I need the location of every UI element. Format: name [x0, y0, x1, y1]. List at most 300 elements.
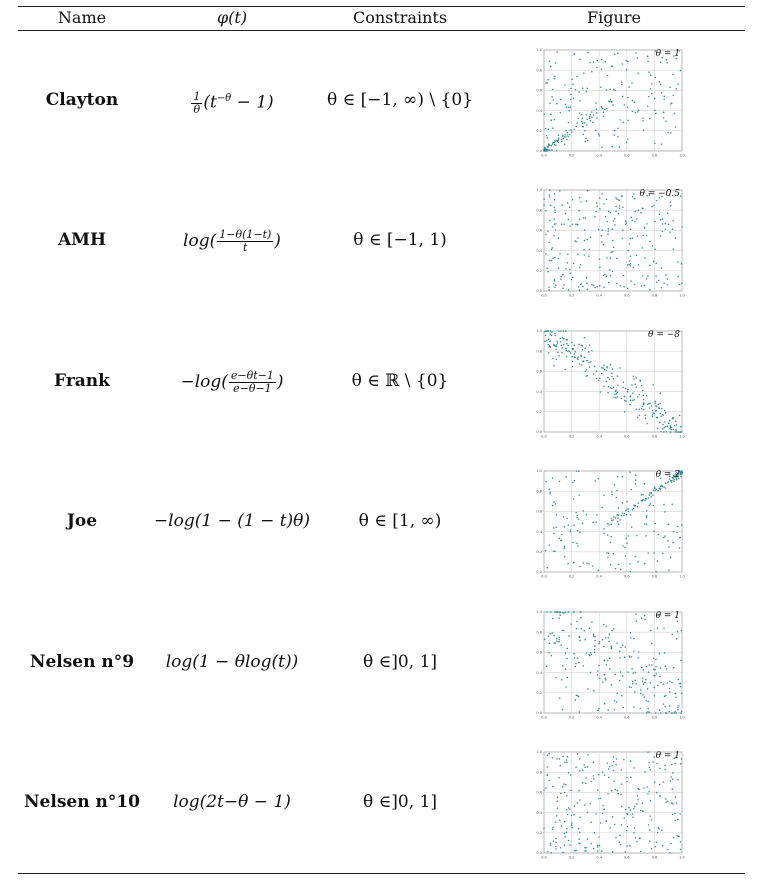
- scatter-point: [637, 396, 639, 398]
- scatter-point: [558, 331, 560, 333]
- scatter-point: [584, 229, 586, 231]
- scatter-point: [636, 535, 638, 537]
- scatter-point: [597, 478, 599, 480]
- scatter-point: [603, 646, 605, 648]
- y-tick-label: 1.0: [536, 188, 542, 193]
- scatter-point: [570, 106, 572, 108]
- scatter-point: [549, 194, 551, 196]
- scatter-point: [649, 118, 651, 120]
- scatter-point: [594, 636, 596, 638]
- scatter-point: [611, 101, 613, 103]
- scatter-point: [622, 229, 624, 231]
- scatter-point: [634, 211, 636, 213]
- scatter-point: [634, 505, 636, 507]
- scatter-point: [598, 229, 600, 231]
- scatter-point: [635, 556, 637, 558]
- scatter-point: [614, 394, 616, 396]
- scatter-point: [678, 835, 680, 837]
- scatter-point: [657, 832, 659, 834]
- scatter-point: [633, 267, 635, 269]
- row-phi-frank: −log( $\frac{e-\theta t-1}{e-\theta-1}$ ): [180, 369, 284, 395]
- scatter-point: [673, 95, 675, 97]
- scatter-point: [628, 535, 630, 537]
- scatter-point: [650, 800, 652, 802]
- scatter-point: [646, 712, 648, 714]
- scatter-point: [618, 213, 620, 215]
- scatter-point: [649, 711, 651, 713]
- scatter-point: [584, 240, 586, 242]
- scatter-point: [609, 766, 611, 768]
- scatter-point: [551, 852, 553, 854]
- scatter-point: [628, 86, 630, 88]
- scatter-point: [566, 476, 568, 478]
- scatter-point: [634, 112, 636, 114]
- scatter-point: [606, 89, 608, 91]
- scatter-point: [647, 106, 649, 108]
- scatter-point: [601, 235, 603, 237]
- scatter-point: [584, 337, 586, 339]
- scatter-point: [602, 639, 604, 641]
- scatter-point: [664, 765, 666, 767]
- scatter-point: [615, 397, 617, 399]
- y-tick-label: 0.8: [536, 489, 542, 494]
- scatter-point: [625, 555, 627, 557]
- scatter-point: [570, 94, 572, 96]
- scatter-point: [672, 814, 674, 816]
- scatter-point: [597, 674, 599, 676]
- scatter-point: [598, 798, 600, 800]
- scatter-point: [649, 264, 651, 266]
- plot-area: [544, 50, 682, 151]
- scatter-point: [627, 389, 629, 390]
- x-tick-label: 0.4: [596, 715, 602, 720]
- scatter-point: [586, 277, 588, 279]
- row-constraint-nelsen-9: θ ∈]0, 1]: [363, 652, 437, 672]
- scatter-point: [549, 260, 551, 262]
- scatter-point: [656, 200, 658, 202]
- scatter-point: [560, 330, 562, 332]
- scatter-point: [558, 238, 560, 240]
- scatter-point: [548, 289, 550, 291]
- scatter-point: [669, 705, 671, 707]
- scatter-point: [634, 384, 636, 386]
- scatter-point: [631, 668, 633, 670]
- scatter-point: [564, 833, 566, 835]
- scatter-point: [546, 611, 548, 613]
- scatter-point: [612, 368, 614, 370]
- scatter-point: [579, 799, 581, 801]
- scatter-point: [607, 377, 609, 379]
- scatter-point: [565, 350, 567, 352]
- scatter-point: [586, 375, 588, 377]
- scatter-point: [593, 848, 595, 850]
- scatter-point: [614, 130, 616, 132]
- scatter-point: [569, 350, 571, 352]
- scatter-point: [638, 502, 640, 504]
- scatter-point: [556, 758, 558, 760]
- scatter-point: [644, 414, 646, 416]
- scatter-point: [608, 282, 610, 284]
- scatter-point: [665, 426, 667, 428]
- scatter-point: [660, 393, 662, 395]
- scatter-point: [569, 844, 571, 846]
- x-tick-label: 0.8: [651, 574, 658, 579]
- x-tick-label: 0.6: [624, 293, 630, 298]
- scatter-point: [559, 636, 561, 638]
- scatter-point: [593, 373, 595, 375]
- scatter-point: [656, 263, 658, 265]
- scatter-point: [605, 370, 607, 372]
- scatter-point: [550, 66, 552, 68]
- scatter-point: [599, 641, 601, 643]
- scatter-point: [647, 61, 649, 63]
- y-tick-label: 0.0: [536, 711, 542, 716]
- scatter-point: [680, 763, 682, 765]
- scatter-point: [644, 285, 646, 287]
- scatter-point: [607, 793, 609, 795]
- scatter-point: [576, 621, 578, 623]
- scatter-point: [556, 150, 558, 152]
- scatter-point: [611, 648, 613, 650]
- scatter-point: [636, 803, 638, 805]
- scatter-point: [647, 688, 649, 690]
- scatter-point: [619, 657, 621, 659]
- scatter-point: [552, 89, 554, 91]
- scatter-point: [600, 797, 602, 799]
- scatter-point: [554, 199, 556, 201]
- scatter-point: [619, 651, 621, 653]
- scatter-point: [613, 134, 615, 136]
- scatter-point: [568, 289, 570, 291]
- scatter-point: [565, 130, 567, 132]
- scatter-point: [619, 842, 621, 844]
- scatter-point: [670, 103, 672, 105]
- scatter-point: [605, 61, 607, 63]
- scatter-point: [663, 98, 665, 100]
- x-tick-label: 0.2: [568, 855, 575, 860]
- scatter-point: [619, 207, 621, 209]
- scatter-point: [553, 142, 555, 144]
- scatter-point: [603, 364, 605, 366]
- scatter-point: [663, 486, 665, 488]
- scatter-point: [668, 423, 670, 425]
- scatter-point: [635, 483, 637, 485]
- scatter-point: [639, 380, 641, 382]
- scatter-point: [577, 356, 579, 358]
- scatter-point: [672, 228, 674, 230]
- figure-parameter-label: θ = −8: [648, 330, 680, 340]
- scatter-point: [546, 135, 548, 137]
- scatter-point: [579, 363, 581, 365]
- scatter-figure: [530, 45, 693, 162]
- scatter-point: [594, 640, 596, 642]
- scatter-point: [578, 696, 580, 698]
- scatter-point: [595, 130, 597, 132]
- scatter-point: [597, 845, 599, 847]
- scatter-point: [634, 827, 636, 829]
- scatter-point: [590, 237, 592, 239]
- y-tick-label: 0.8: [536, 208, 542, 213]
- scatter-point: [556, 640, 558, 642]
- x-tick-label: 0.2: [568, 434, 575, 439]
- scatter-point: [654, 98, 656, 100]
- scatter-point: [586, 114, 588, 116]
- scatter-point: [548, 143, 550, 145]
- scatter-point: [664, 695, 666, 697]
- scatter-point: [667, 62, 669, 64]
- scatter-point: [634, 806, 636, 808]
- scatter-point: [646, 517, 648, 519]
- scatter-point: [566, 828, 568, 830]
- scatter-point: [626, 845, 628, 847]
- scatter-point: [633, 508, 635, 510]
- scatter-point: [556, 51, 558, 53]
- scatter-point: [549, 753, 551, 755]
- scatter-point: [643, 129, 645, 131]
- scatter-point: [558, 142, 560, 144]
- scatter-point: [599, 197, 601, 199]
- scatter-point: [558, 268, 560, 270]
- scatter-point: [628, 508, 630, 510]
- scatter-point: [601, 147, 603, 149]
- scatter-point: [669, 711, 671, 713]
- x-tick-label: 0.4: [596, 434, 602, 439]
- scatter-point: [584, 122, 586, 124]
- scatter-point: [640, 212, 642, 214]
- scatter-point: [607, 523, 609, 525]
- scatter-point: [591, 350, 593, 352]
- header-phi: φ(t): [216, 8, 248, 27]
- scatter-point: [667, 481, 669, 483]
- scatter-point: [563, 783, 565, 785]
- scatter-point: [577, 224, 579, 226]
- scatter-point: [613, 761, 615, 763]
- scatter-point: [617, 136, 619, 138]
- scatter-point: [585, 138, 587, 140]
- scatter-point: [556, 638, 558, 640]
- scatter-point: [601, 367, 603, 369]
- scatter-point: [594, 287, 596, 289]
- row-phi-nelsen-10: log(2t−θ − 1): [173, 792, 291, 812]
- scatter-point: [562, 138, 564, 140]
- scatter-point: [559, 481, 561, 483]
- scatter-point: [560, 644, 562, 646]
- scatter-point: [626, 543, 628, 545]
- scatter-point: [603, 386, 605, 388]
- scatter-point: [547, 567, 549, 569]
- scatter-point: [667, 849, 669, 851]
- scatter-point: [578, 662, 580, 664]
- scatter-point: [601, 241, 603, 243]
- scatter-point: [573, 97, 575, 99]
- scatter-point: [565, 330, 567, 332]
- scatter-point: [593, 778, 594, 780]
- scatter-point: [608, 552, 610, 554]
- scatter-point: [552, 127, 554, 129]
- scatter-point: [657, 627, 659, 629]
- scatter-point: [631, 509, 633, 511]
- scatter-point: [563, 284, 565, 286]
- scatter-point: [547, 344, 549, 346]
- scatter-point: [554, 119, 556, 121]
- scatter-point: [598, 380, 600, 382]
- scatter-point: [554, 335, 556, 337]
- scatter-point: [648, 791, 650, 793]
- scatter-point: [571, 279, 573, 281]
- y-tick-label: 0.8: [536, 68, 542, 73]
- scatter-point: [590, 114, 592, 116]
- scatter-point: [549, 103, 551, 105]
- scatter-point: [562, 287, 564, 289]
- scatter-point: [643, 696, 645, 698]
- scatter-point: [610, 99, 612, 101]
- scatter-point: [655, 488, 657, 490]
- scatter-point: [641, 385, 643, 387]
- scatter-point: [621, 824, 623, 826]
- scatter-point: [632, 237, 634, 239]
- scatter-point: [636, 621, 638, 623]
- scatter-point: [578, 842, 580, 844]
- scatter-point: [553, 840, 555, 842]
- x-tick-label: 0.4: [596, 574, 602, 579]
- scatter-point: [606, 276, 608, 278]
- scatter-point: [579, 197, 581, 199]
- scatter-point: [642, 208, 644, 210]
- scatter-point: [594, 480, 596, 482]
- scatter-point: [646, 498, 648, 500]
- scatter-point: [558, 258, 560, 260]
- scatter-point: [590, 843, 592, 845]
- scatter-point: [638, 651, 640, 653]
- scatter-point: [626, 777, 628, 779]
- scatter-point: [638, 210, 640, 212]
- scatter-point: [653, 552, 655, 554]
- scatter-point: [577, 237, 579, 239]
- scatter-point: [616, 198, 618, 200]
- scatter-point: [594, 365, 596, 367]
- scatter-point: [567, 648, 569, 650]
- scatter-point: [552, 786, 554, 788]
- scatter-point: [573, 263, 575, 265]
- scatter-point: [656, 673, 658, 675]
- scatter-point: [657, 490, 659, 492]
- scatter-point: [599, 285, 601, 287]
- scatter-point: [615, 197, 617, 199]
- scatter-point: [564, 762, 566, 764]
- scatter-point: [617, 521, 619, 523]
- scatter-point: [624, 513, 626, 515]
- y-tick-label: 0.0: [536, 149, 542, 154]
- scatter-point: [659, 676, 661, 678]
- scatter-point: [558, 617, 560, 619]
- scatter-point: [549, 346, 551, 348]
- scatter-point: [555, 846, 557, 848]
- scatter-point: [546, 766, 548, 768]
- scatter-point: [672, 503, 674, 505]
- scatter-point: [650, 769, 652, 771]
- scatter-point: [591, 117, 593, 119]
- scatter-point: [562, 786, 564, 788]
- scatter-point: [606, 257, 608, 259]
- scatter-point: [609, 668, 611, 670]
- scatter-point: [650, 492, 652, 494]
- scatter-point: [647, 793, 649, 795]
- scatter-point: [665, 712, 667, 714]
- scatter-point: [642, 234, 644, 236]
- scatter-point: [618, 564, 620, 566]
- y-tick-label: 1.0: [536, 750, 542, 755]
- scatter-point: [550, 611, 552, 613]
- scatter-point: [588, 351, 590, 353]
- scatter-point: [616, 497, 618, 498]
- scatter-point: [671, 481, 673, 483]
- scatter-point: [656, 842, 658, 844]
- scatter-point: [574, 480, 576, 482]
- scatter-point: [610, 542, 612, 544]
- scatter-point: [566, 106, 568, 108]
- scatter-point: [680, 849, 682, 851]
- scatter-point: [619, 119, 621, 121]
- scatter-point: [613, 516, 615, 518]
- scatter-point: [559, 190, 561, 192]
- scatter-point: [603, 111, 605, 113]
- scatter-point: [655, 523, 657, 525]
- scatter-point: [565, 669, 567, 671]
- scatter-point: [633, 832, 635, 834]
- scatter-point: [584, 254, 586, 256]
- scatter-point: [583, 562, 585, 564]
- scatter-point: [601, 373, 603, 375]
- scatter-point: [567, 339, 569, 341]
- scatter-point: [643, 683, 645, 685]
- scatter-point: [575, 850, 577, 852]
- scatter-point: [559, 614, 561, 616]
- scatter-point: [547, 754, 549, 756]
- scatter-point: [554, 140, 556, 142]
- scatter-point: [677, 526, 679, 528]
- scatter-point: [558, 777, 560, 779]
- scatter-point: [565, 686, 567, 688]
- scatter-point: [622, 675, 624, 677]
- scatter-point: [547, 271, 549, 273]
- scatter-point: [596, 112, 598, 114]
- scatter-point: [587, 812, 589, 814]
- scatter-point: [564, 526, 566, 528]
- scatter-point: [571, 78, 573, 80]
- scatter-point: [551, 632, 553, 634]
- scatter-point: [654, 675, 656, 677]
- scatter-point: [582, 126, 584, 128]
- scatter-point: [592, 522, 594, 524]
- scatter-point: [617, 793, 619, 795]
- scatter-point: [593, 114, 595, 116]
- scatter-point: [669, 420, 671, 422]
- scatter-point: [654, 695, 656, 697]
- scatter-point: [597, 670, 599, 672]
- scatter-point: [652, 245, 654, 247]
- scatter-point: [555, 212, 557, 214]
- scatter-point: [585, 777, 587, 779]
- scatter-point: [636, 255, 638, 257]
- scatter-point: [614, 700, 616, 702]
- scatter-point: [653, 658, 655, 660]
- scatter-point: [544, 331, 546, 333]
- scatter-point: [568, 122, 570, 124]
- scatter-point: [655, 846, 657, 848]
- scatter-point: [621, 84, 623, 86]
- scatter-point: [664, 535, 666, 537]
- x-tick-label: 0.8: [651, 434, 658, 439]
